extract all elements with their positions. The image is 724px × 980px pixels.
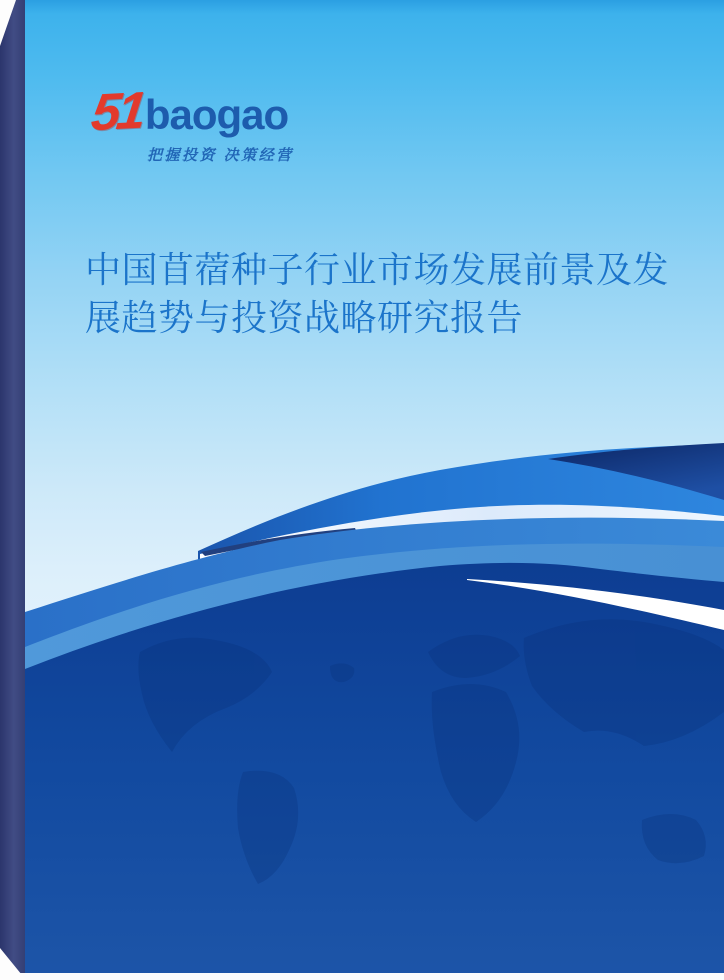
book-spine [0, 0, 25, 980]
logo-wordmark: baogao [144, 91, 289, 138]
report-title-line2: 展趋势与投资战略研究报告 [85, 297, 524, 338]
report-title-line1: 中国苜蓿种子行业市场发展前景及发 [85, 249, 670, 290]
brand-tagline: 把握投资 决策经营 [147, 147, 294, 164]
report-title [85, 246, 685, 342]
page-bottom-edge [0, 973, 724, 980]
brand-logo [88, 81, 352, 165]
logo-51-mark: 51 [88, 81, 146, 143]
